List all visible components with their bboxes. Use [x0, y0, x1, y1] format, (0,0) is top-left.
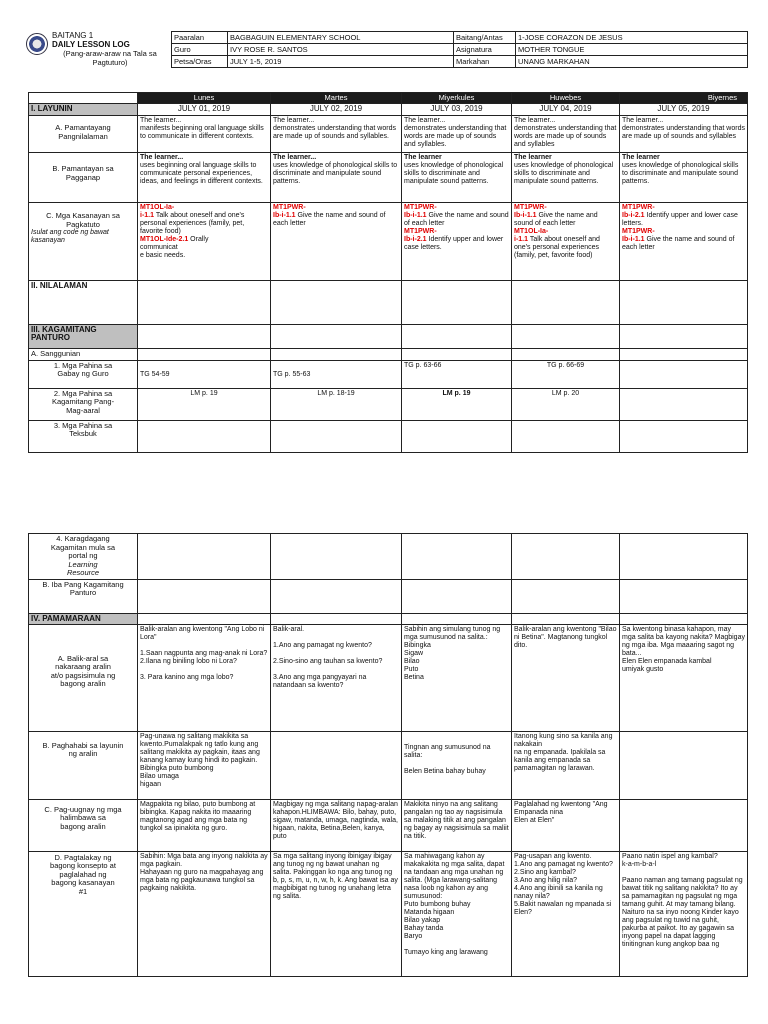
examples-monday: Magpakita ng bilao, puto bumbong at bibingka. Kapag nakita ito maaaring magtanong agad ang mga bata ng tungkol sa ipinakita ng guro. — [138, 799, 271, 851]
performance-text: uses knowledge of phonological skills to discriminate and manipulate sound patterns. — [273, 162, 398, 185]
learner-head: The learner — [514, 154, 552, 161]
page-subtitle: (Pang-araw-araw na Tala sa Pagtuturo) — [63, 49, 157, 67]
section-layunin: I. LAYUNIN — [29, 104, 138, 116]
empty-cell — [620, 325, 748, 349]
discussion-label: D. Pagtalakay ng bagong konsepto at paglalahad ng bagong kasanayan #1 — [29, 851, 138, 976]
empty-cell — [138, 325, 271, 349]
day-monday: Lunes — [138, 93, 271, 104]
empty-cell — [138, 349, 271, 361]
day-thursday: Huwebes — [512, 93, 620, 104]
other-materials-label: B. Iba Pang Kagamitang Panturo — [29, 579, 138, 613]
other-materials-row — [29, 579, 748, 613]
examples-friday — [620, 799, 748, 851]
review-thursday: Balik-aralan ang kwentong "Bilao ni Betina". Magtanong tungkol dito. — [512, 624, 620, 731]
header-row — [172, 44, 748, 56]
empty-cell — [620, 613, 748, 624]
content-row — [29, 281, 748, 325]
content-standard-thursday: The learner... demonstrates understanding that words are made up of sounds and syllables — [512, 116, 620, 153]
competency-code: MT1OL-Ide-2.1 — [140, 236, 189, 243]
discussion-monday: Sabihin: Mga bata ang inyong nakikita ay mga pagkain. Hahayaan ng guro na magpahayag ang mga bata ng pagkaunawa tungkol sa pagkaing nakikita. — [138, 851, 271, 976]
performance-standard-tuesday — [271, 153, 402, 203]
learner-material-wednesday: LM p. 19 — [402, 388, 512, 420]
discussion-friday: Paano natin ispel ang kambal? k-a-m-b-a-l Paano naman ang tamang pagsulat ng bawat titik ng salitang nakikita? Ito ay sa pamamagitan ng pagsulat ng mga tamang guhit. At may tamang bilang. Naituro na sa inyo noong Kinder kayo ang pagsulat ng tuwid na guhit, pakurba at paikot. Ito ay gagawin sa inyong papel na dapat lagging tinitingnan kung angkop baa ng — [620, 851, 748, 976]
competency-code: MT1PWR- Ib-i-1.1 — [622, 228, 655, 243]
motive-row — [29, 731, 748, 799]
materials-row — [29, 325, 748, 349]
empty-cell — [512, 420, 620, 452]
learner-material-thursday: LM p. 20 — [512, 388, 620, 420]
page-title: DAILY LESSON LOG — [52, 40, 130, 49]
empty-cell — [138, 420, 271, 452]
learner-material-tuesday: LM p. 18-19 — [271, 388, 402, 420]
examples-tuesday: Magbigay ng mga salitang napag-aralan kahapon.HLIMBAWA: Bilo, bahay, puto, sigaw, matanda, umaga, nagtinda, wala, higaan, nakita, Betina,Belen, kanya, puto — [271, 799, 402, 851]
performance-standard-label: B. Pamantayan sa Pagganap — [29, 153, 138, 203]
references-label: A. Sanggunian — [29, 349, 138, 361]
competencies-monday — [138, 203, 271, 281]
grade-value: 1-JOSE CORAZON DE JESUS — [516, 32, 748, 44]
date-value: JULY 1-5, 2019 — [228, 56, 454, 68]
competencies-label-cell — [29, 203, 138, 281]
competencies-friday — [620, 203, 748, 281]
competency-code: MT1PWR- Ib-i-1.1 — [514, 204, 547, 219]
learner-head: The learner — [404, 154, 442, 161]
teacher-guide-thursday: TG p. 66-69 — [512, 360, 620, 388]
empty-cell — [512, 281, 620, 325]
performance-text: uses knowledge of phonological skills to discriminate and manipulate sound patterns. — [404, 162, 504, 185]
header-left — [52, 31, 168, 67]
content-standard-friday: The learner... demonstrates understanding that words are made up of sounds and syllables — [620, 116, 748, 153]
empty-cell — [271, 534, 402, 580]
performance-text: uses beginning oral language skills to communicate personal experiences, ideas, and feelings in different contexts. — [140, 162, 263, 185]
content-standard-tuesday: The learner... demonstrates understanding that words are made up of sounds and syllables. — [271, 116, 402, 153]
competencies-tuesday — [271, 203, 402, 281]
teacher-guide-friday — [620, 360, 748, 388]
section-pamamaraan: IV. PAMAMARAAN — [29, 613, 138, 624]
competency-text: Give the name and sound of each letter — [404, 212, 509, 227]
competencies-wednesday — [402, 203, 512, 281]
discussion-thursday: Pag-usapan ang kwento. 1.Ano ang pamagat ng kwento? 2.Sino ang kambal? 3.Ano ang hilig nila? 4.Ano ang ibinili sa kanila ng nanay nila? 5.Bakit nawalan ng mpanada si Elen? — [512, 851, 620, 976]
learner-material-friday — [620, 388, 748, 420]
motive-label: B. Paghahabi sa layunin ng aralin — [29, 731, 138, 799]
content-standard-monday: The learner... manifests beginning oral language skills to communicate in different contexts. — [138, 116, 271, 153]
empty-cell — [402, 349, 512, 361]
lesson-table-part2 — [28, 533, 748, 977]
subject-key: Asignatura — [454, 44, 516, 56]
teacher-key: Guro — [172, 44, 228, 56]
review-label: A. Balik-aral sa nakaraang aralin at/o pagsisimula ng bagong aralin — [29, 624, 138, 731]
day-wednesday: Miyerkules — [402, 93, 512, 104]
content-standard-label: A. Pamantayang Pangnilalaman — [29, 116, 138, 153]
examples-row — [29, 799, 748, 851]
header-row — [172, 32, 748, 44]
date-thursday: JULY 04, 2019 — [512, 104, 620, 116]
review-tuesday: Balik-aral. 1.Ano ang pamagat ng kwento? 2.Sino-sino ang tauhan sa kwento? 3.Ano ang mga pangyayari na natandaan sa kwento? — [271, 624, 402, 731]
empty-cell — [402, 534, 512, 580]
empty-cell — [512, 579, 620, 613]
competency-text: Talk about oneself and one's personal experiences (family, pet, favorite food) — [140, 212, 245, 235]
empty-cell — [620, 579, 748, 613]
competency-code: MT1PWR- Ib-i-1.1 — [273, 204, 306, 219]
empty-cell — [271, 325, 402, 349]
lesson-table-part1 — [28, 92, 748, 453]
competencies-label: C. Mga Kasanayan sa Pagkatuto — [46, 211, 120, 229]
competencies-thursday — [512, 203, 620, 281]
empty-cell — [271, 613, 402, 624]
date-tuesday: JULY 02, 2019 — [271, 104, 402, 116]
grade-label: BAITANG 1 — [52, 31, 94, 40]
empty-cell — [512, 613, 620, 624]
competency-code: MT1OL-Ia- i-1.1 — [514, 228, 549, 243]
examples-thursday: Paglalahad ng kwentong "Ang Empanada nina Elen at Elen" — [512, 799, 620, 851]
date-row — [29, 104, 748, 116]
day-header-blank — [29, 93, 138, 104]
learner-head: The learner... — [273, 154, 317, 161]
empty-cell — [138, 534, 271, 580]
competency-text: Identify upper and lower case letters. — [404, 236, 504, 251]
empty-cell — [138, 613, 271, 624]
empty-cell — [138, 281, 271, 325]
performance-standard-friday — [620, 153, 748, 203]
competency-text: Identify upper and lower case letters. — [622, 212, 738, 227]
header-info-table — [171, 31, 748, 68]
performance-text: uses knowledge of phonological skills to discriminate and manipulate sound patterns. — [514, 162, 614, 185]
competency-code: MT1PWR- Ib-i-2.1 — [404, 228, 437, 243]
performance-standard-row — [29, 153, 748, 203]
date-key: Petsa/Oras — [172, 56, 228, 68]
performance-standard-wednesday — [402, 153, 512, 203]
motive-wednesday: Tingnan ang sumusunod na salita: Belen Betina bahay buhay — [402, 731, 512, 799]
textbook-row — [29, 420, 748, 452]
school-value: BAGBAGUIN ELEMENTARY SCHOOL — [228, 32, 454, 44]
empty-cell — [512, 349, 620, 361]
empty-cell — [620, 420, 748, 452]
header-row — [172, 56, 748, 68]
motive-tuesday — [271, 731, 402, 799]
day-header-row — [29, 93, 748, 104]
review-friday: Sa kwentong binasa kahapon, may mga salita ba kayong nakita? Magbigay ng mga iba. Mga maaaring sagot ng bata... Elen Elen empanada kambal umiyak gusto — [620, 624, 748, 731]
competency-text: Give the name and sound of each letter — [514, 212, 598, 227]
day-friday: Biyernes — [620, 93, 748, 104]
empty-cell — [271, 281, 402, 325]
competencies-row — [29, 203, 748, 281]
empty-cell — [402, 579, 512, 613]
empty-cell — [402, 420, 512, 452]
performance-standard-thursday — [512, 153, 620, 203]
empty-cell — [620, 534, 748, 580]
review-monday: Balik-aralan ang kwentong "Ang Lobo ni Lora" 1.Saan nagpunta ang mag-anak ni Lora? 2.Ilana ng biniling lobo ni Lora? 3. Para kanino ang mga lobo? — [138, 624, 271, 731]
examples-wednesday: Makikita ninyo na ang salitang pangalan ng tao ay nagsisimula sa malaking titik at ang pangalan ng bagay ay nagsisimula sa maliit na titik. — [402, 799, 512, 851]
lr-portal-row — [29, 534, 748, 580]
references-row — [29, 349, 748, 361]
teacher-value: IVY ROSE R. SANTOS — [228, 44, 454, 56]
empty-cell — [138, 579, 271, 613]
teacher-guide-wednesday: TG p. 63-66 — [402, 360, 512, 388]
learner-head: The learner — [622, 154, 660, 161]
lr-portal-label-cell — [29, 534, 138, 580]
procedure-header-row — [29, 613, 748, 624]
examples-label: C. Pag-uugnay ng mga halimbawa sa bagong aralin — [29, 799, 138, 851]
learner-head: The learner... — [140, 154, 184, 161]
teacher-guide-row — [29, 360, 748, 388]
learner-material-monday: LM p. 19 — [138, 388, 271, 420]
empty-cell — [402, 325, 512, 349]
date-friday: JULY 05, 2019 — [620, 104, 748, 116]
competency-text: Give the name and sound of each letter — [273, 212, 386, 227]
review-wednesday: Sabihin ang simulang tunog ng mga sumusunod na salita.: Bibingka Sigaw Bilao Puto Betina — [402, 624, 512, 731]
competency-code: MT1PWR- Ib-i-2.1 — [622, 204, 655, 219]
quarter-key: Markahan — [454, 56, 516, 68]
empty-cell — [271, 420, 402, 452]
subject-value: MOTHER TONGUE — [516, 44, 748, 56]
empty-cell — [620, 349, 748, 361]
date-monday: JULY 01, 2019 — [138, 104, 271, 116]
performance-standard-monday — [138, 153, 271, 203]
review-row — [29, 624, 748, 731]
motive-friday — [620, 731, 748, 799]
learner-material-label: 2. Mga Pahina sa Kagamitang Pang- Mag-aaral — [29, 388, 138, 420]
motive-thursday: Itanong kung sino sa kanila ang nakakain na ng empanada. Ipakilala sa kanila ang empanada sa pamamagitan ng larawan. — [512, 731, 620, 799]
content-standard-wednesday: The learner... demonstrates understanding that words are made up of sounds and syllables. — [402, 116, 512, 153]
school-key: Paaralan — [172, 32, 228, 44]
lr-portal-label-italic: Learning Resource — [66, 559, 100, 577]
competency-text: Give the name and sound of each letter — [622, 236, 735, 251]
empty-cell — [271, 579, 402, 613]
competency-text: Orally communicat e basic needs. — [140, 236, 209, 259]
empty-cell — [271, 349, 402, 361]
section-nilalaman: II. NILALAMAN — [29, 281, 138, 325]
day-tuesday: Martes — [271, 93, 402, 104]
quarter-value: UNANG MARKAHAN — [516, 56, 748, 68]
section-kagamitan: III. KAGAMITANG PANTURO — [29, 325, 138, 349]
empty-cell — [620, 281, 748, 325]
content-standard-row — [29, 116, 748, 153]
discussion-tuesday: Sa mga salitang inyong ibinigay ibigay ang tunog ng ng bawat unahan ng salita. Pakinggan ko nga ang tunog ng b, p, s, m, u, n, w, h, k. Ang bawat isa ay magbibigat ng tunog ng unahang letra ng salita. — [271, 851, 402, 976]
empty-cell — [402, 613, 512, 624]
performance-text: uses knowledge of phonological skills to discriminate and manipulate sound patterns. — [622, 162, 739, 185]
date-wednesday: JULY 03, 2019 — [402, 104, 512, 116]
empty-cell — [512, 534, 620, 580]
motive-monday: Pag-unawa ng salitang makikita sa kwento.Pumalakpak ng tatlo kung ang salitang makikita ay pagkain, itaas ang kanang kamay kung hindi ito pagkain. Bibingka puto bumbong Bilao umaga higaan — [138, 731, 271, 799]
competency-code: MT1OL-Ia- i-1.1 — [140, 204, 175, 219]
competency-code: MT1PWR- Ib-i-1.1 — [404, 204, 437, 219]
empty-cell — [402, 281, 512, 325]
teacher-guide-tuesday: TG p. 55-63 — [271, 360, 402, 388]
empty-cell — [512, 325, 620, 349]
lr-portal-label: 4. Karagdagang Kagamitan mula sa portal ng — [50, 534, 116, 560]
competencies-sublabel: Isulat ang code ng bawat kasanayan — [31, 229, 109, 244]
teacher-guide-monday: TG 54-59 — [138, 360, 271, 388]
competency-text: Talk about oneself and one's personal experiences (family, pet, favorite food) — [514, 236, 600, 259]
teacher-guide-label: 1. Mga Pahina sa Gabay ng Guro — [29, 360, 138, 388]
learner-material-row — [29, 388, 748, 420]
deped-logo — [26, 33, 48, 55]
discussion-row — [29, 851, 748, 976]
discussion-wednesday: Sa mahiwagang kahon ay makakakita ng mga salita, dapat na tandaan ang mga unahan ng salita. (Mga larawang-salitang nasa loob ng kahon ay ang sumusunod: Puto bumbong buhay Matanda higaan Bilao yakap Bahay tanda Baryo Tumayo king ang larawang — [402, 851, 512, 976]
grade-key: Baitang/Antas — [454, 32, 516, 44]
textbook-label: 3. Mga Pahina sa Teksbuk — [29, 420, 138, 452]
